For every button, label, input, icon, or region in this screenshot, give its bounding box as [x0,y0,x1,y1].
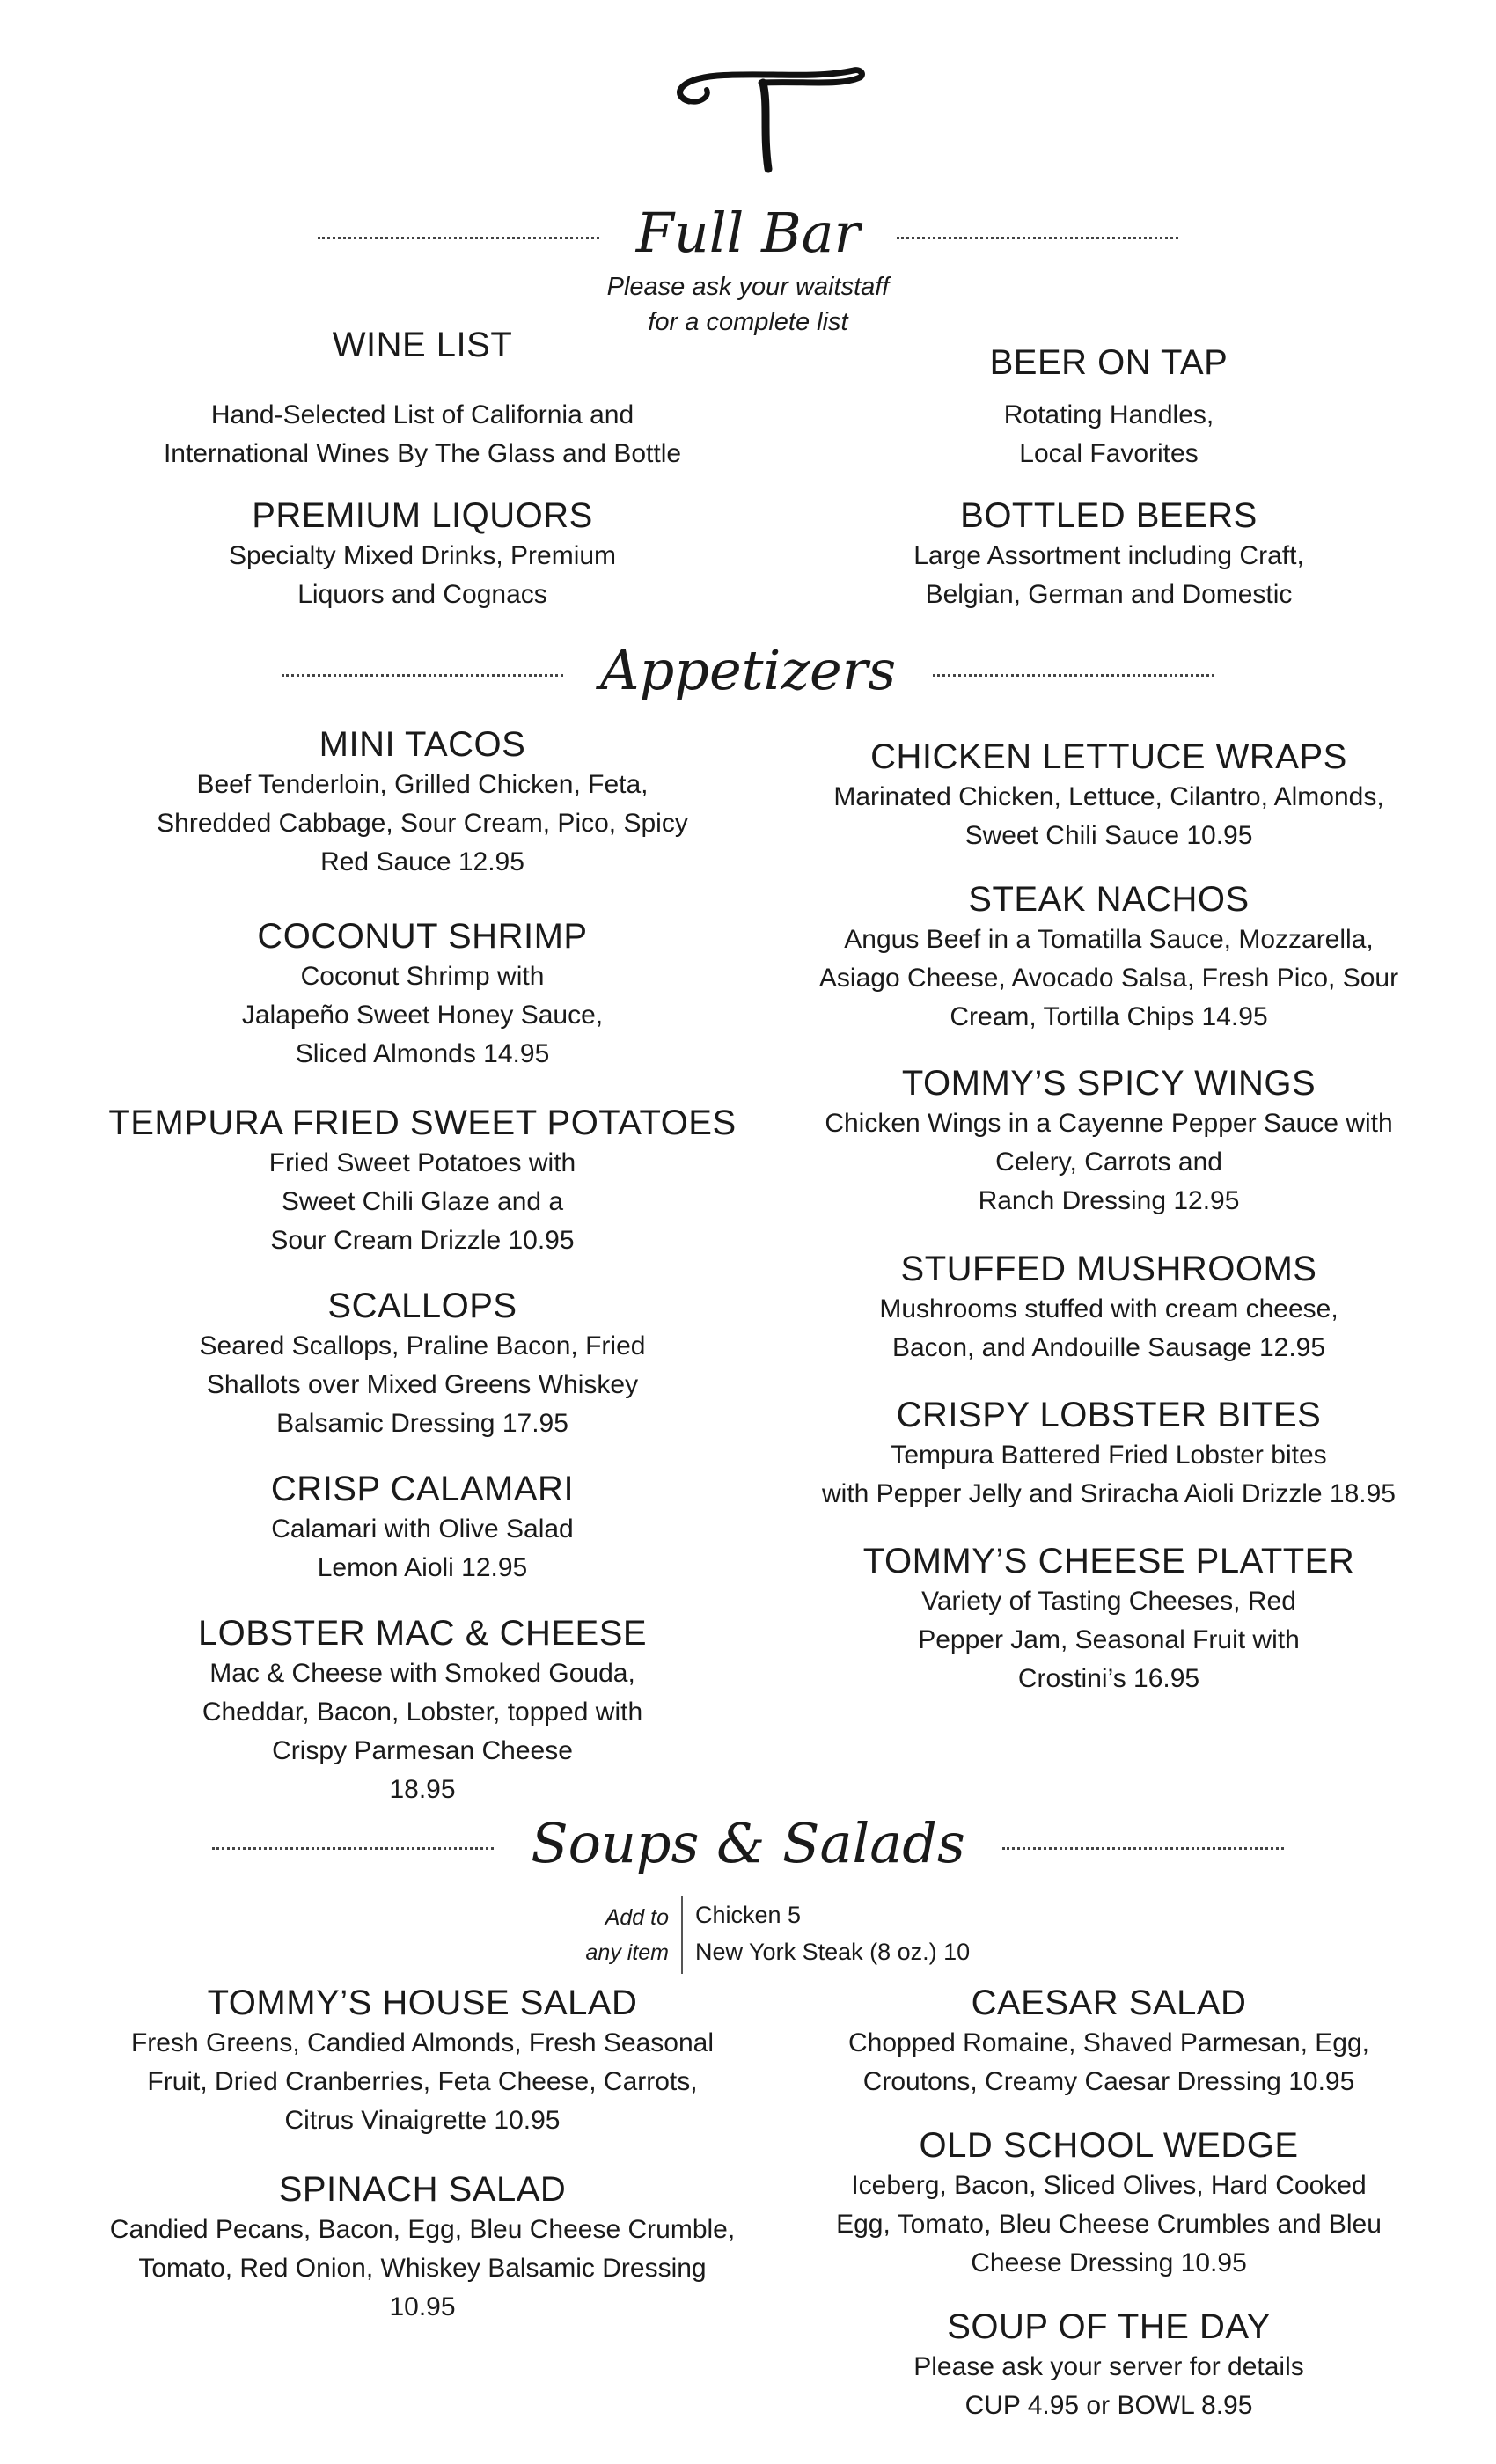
item-name: STEAK NACHOS [968,880,1250,919]
item-name: TEMPURA FRIED SWEET POTATOES [108,1104,737,1142]
item-desc: Angus Beef in a Tomatilla Sauce, Mozzarella, Asiago Cheese, Avocado Salsa, Fresh Pico, Sour Cream, Tortilla Chips 14.95 [818,925,1399,1031]
item-name: SPINACH SALAD [278,2170,567,2209]
item-name: SOUP OF THE DAY [947,2307,1271,2346]
item-desc: Seared Scallops, Praline Bacon, Fried Shallots over Mixed Greens Whiskey Balsamic Dressing 17.95 [199,1331,646,1438]
item-name: WINE LIST [332,326,513,364]
menu-item [79,1982,766,2140]
item-name: CRISPY LOBSTER BITES [896,1396,1322,1434]
menu-item [766,1248,1452,1368]
item-name: TOMMY’S HOUSE SALAD [207,1984,638,2022]
item-name: SCALLOPS [327,1287,517,1325]
item-desc: Mushrooms stuffed with cream cheese, Bacon, and Andouille Sausage 12.95 [879,1294,1338,1362]
item-desc: Please ask your server for details CUP 4.95 or BOWL 8.95 [913,2352,1304,2420]
item-desc: Fried Sweet Potatoes with Sweet Chili Glaze and a Sour Cream Drizzle 10.95 [268,1148,576,1255]
menu-item [766,2124,1452,2283]
dotted-divider [1002,1847,1284,1850]
item-name: MINI TACOS [319,725,526,764]
item-name: LOBSTER MAC & CHEESE [197,1614,648,1653]
dotted-divider [282,674,563,677]
add-on-list: Chicken 5 New York Steak (8 oz.) 10 [695,1902,971,1965]
add-on-box [528,1896,1021,1976]
item-desc: Calamari with Olive Salad Lemon Aioli 12.95 [271,1514,574,1582]
item-name: CRISP CALAMARI [270,1470,575,1508]
menu-item [79,1102,766,1260]
add-on-label: Add to any item [585,1905,669,1965]
item-desc: Chicken Wings in a Cayenne Pepper Sauce with Celery, Carrots and Ranch Dressing 12.95 [825,1109,1393,1215]
soups-salads-title: Soups & Salads [531,1811,965,1875]
menu-item [79,324,766,473]
item-desc: Rotating Handles, Local Favorites [1003,400,1214,468]
item-name: PREMIUM LIQUORS [252,496,593,535]
dotted-divider [933,674,1214,677]
appetizers-header [0,638,1496,702]
menu-item [79,723,766,882]
item-desc: Specialty Mixed Drinks, Premium Liquors and Cognacs [228,541,617,609]
dotted-divider [318,237,599,239]
menu-item [766,1062,1452,1221]
dotted-divider [897,237,1178,239]
item-desc: Tempura Battered Fried Lobster bites with Pepper Jelly and Sriracha Aioli Drizzle 18.95 [822,1441,1396,1508]
item-name: CAESAR SALAD [971,1984,1247,2022]
dotted-divider [212,1847,494,1850]
restaurant-logo [664,62,867,176]
menu-item [79,495,766,614]
item-name: BOTTLED BEERS [960,496,1258,535]
menu-item [766,1982,1452,2101]
menu-item [79,1468,766,1588]
menu-item [79,2168,766,2327]
item-name: TOMMY’S SPICY WINGS [901,1064,1316,1103]
item-desc: Iceberg, Bacon, Sliced Olives, Hard Cooked Egg, Tomato, Bleu Cheese Crumbles and Bleu Cheese Dressing 10.95 [836,2171,1382,2277]
item-desc: Candied Pecans, Bacon, Egg, Bleu Cheese Crumble, Tomato, Red Onion, Whiskey Balsamic Dressing 10.95 [109,2215,736,2321]
menu-item [766,495,1452,614]
full-bar-note: Please ask your waitstaff for a complete list [606,273,890,336]
item-desc: Beef Tenderloin, Grilled Chicken, Feta, Shredded Cabbage, Sour Cream, Pico, Spicy Red Sauce 12.95 [157,770,688,876]
item-desc: Hand-Selected List of California and International Wines By The Glass and Bottle [163,400,682,468]
item-desc: Variety of Tasting Cheeses, Red Pepper Jam, Seasonal Fruit with Crostini’s 16.95 [918,1587,1300,1693]
menu-item [79,915,766,1074]
menu-item [766,736,1452,855]
soups-salads-header [0,1811,1496,1875]
item-desc: Marinated Chicken, Lettuce, Cilantro, Almonds, Sweet Chili Sauce 10.95 [833,782,1384,850]
item-desc: Coconut Shrimp with Jalapeño Sweet Honey Sauce, Sliced Almonds 14.95 [241,962,604,1068]
full-bar-header [0,201,1496,265]
item-name: CHICKEN LETTUCE WRAPS [870,737,1347,776]
item-desc: Fresh Greens, Candied Almonds, Fresh Seasonal Fruit, Dried Cranberries, Feta Cheese, Carrots, Citrus Vinaigrette 10.95 [130,2028,714,2135]
item-name: STUFFED MUSHROOMS [900,1250,1317,1288]
item-name: BEER ON TAP [989,343,1228,382]
add-on-divider [681,1896,683,1974]
item-name: TOMMY’S CHEESE PLATTER [862,1542,1355,1580]
menu-item [766,878,1452,1037]
menu-item [79,1612,766,1809]
item-desc: Large Assortment including Craft, Belgian, German and Domestic [913,541,1304,609]
item-name: COCONUT SHRIMP [257,917,588,956]
menu-item [766,1394,1452,1514]
menu-item [766,341,1452,473]
menu-item [79,1285,766,1443]
item-desc: Mac & Cheese with Smoked Gouda, Cheddar, Bacon, Lobster, topped with Crispy Parmesan Cheese 18.95 [202,1659,643,1804]
full-bar-title: Full Bar [635,201,861,265]
item-desc: Chopped Romaine, Shaved Parmesan, Egg, Croutons, Creamy Caesar Dressing 10.95 [847,2028,1370,2096]
menu-item [766,2306,1452,2425]
menu-item [766,1540,1452,1698]
item-name: OLD SCHOOL WEDGE [919,2126,1299,2165]
appetizers-title: Appetizers [599,638,897,702]
